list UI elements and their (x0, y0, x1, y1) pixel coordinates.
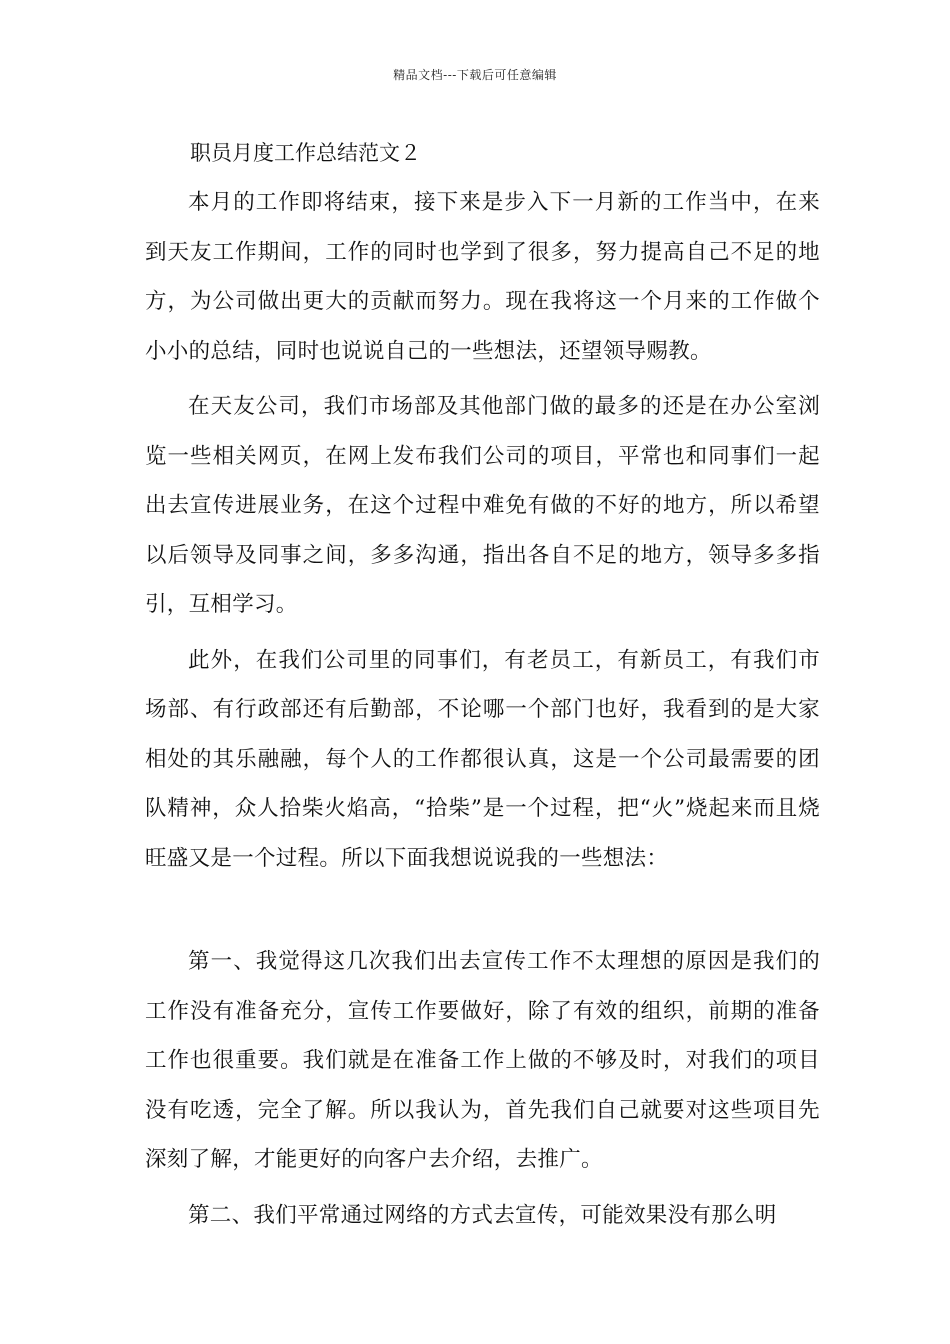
document-body (145, 178, 820, 1246)
paragraph: 第一、我觉得这几次我们出去宣传工作不太理想的原因是我们的工作没有准备充分，宣传工作要做好，除了有效的组织，前期的准备工作也很重要。我们就是在准备工作上做的不够及时，对我们的项目没有吃透，完全了解。所以我认为，首先我们自己就要对这些项目先深刻了解，才能更好的向客户去介绍，去推广。 (145, 949, 820, 1172)
paragraph: 第二、我们平常通过网络的方式去宣传，可能效果没有那么明 (188, 1202, 777, 1228)
paragraph: 此外，在我们公司里的同事们，有老员工，有新员工，有我们市场部、有行政部还有后勤部，不论哪一个部门也好，我看到的是大家相处的其乐融融，每个人的工作都很认真，这是一个公司最需要的团队精神，众人拾柴火焰高，“拾柴”是一个过程，把“火”烧起来而且烧旺盛又是一个过程。所以下面我想说说我的一些想法： (145, 647, 820, 871)
paragraph: 本月的工作即将结束，接下来是步入下一月新的工作当中，在来到天友工作期间，工作的同时也学到了很多，努力提高自己不足的地方，为公司做出更大的贡献而努力。现在我将这一个月来的工作做个小小的总结，同时也说说自己的一些想法，还望领导赐教。 (145, 190, 820, 364)
header-note: 精品文档---下载后可任意编辑 (393, 68, 557, 82)
paragraph: 在天友公司，我们市场部及其他部门做的最多的还是在办公室浏览一些相关网页，在网上发布我们公司的项目，平常也和同事们一起出去宣传进展业务，在这个过程中难免有做的不好的地方，所以希望以后领导及同事之间，多多沟通，指出各自不足的地方，领导多多指引，互相学习。 (145, 394, 820, 617)
document-title: 职员月度工作总结范文２ (190, 141, 421, 165)
